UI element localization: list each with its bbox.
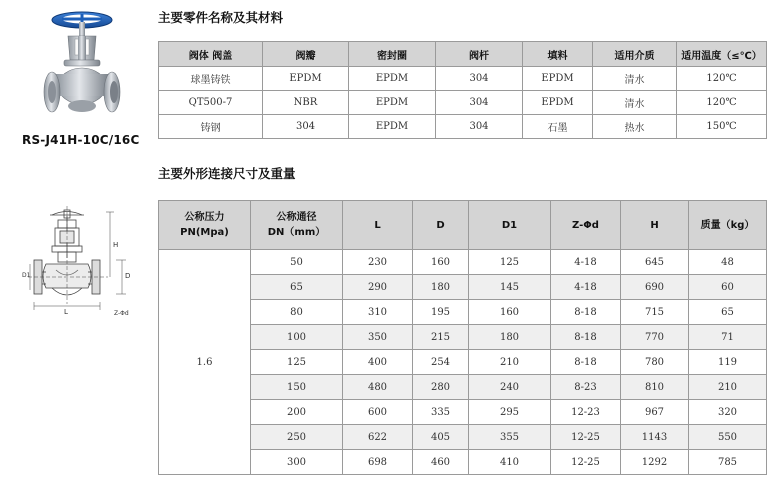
table-cell: 1292	[621, 450, 689, 475]
table-row	[159, 450, 767, 475]
table-cell: 350	[343, 325, 413, 350]
table-cell: 240	[469, 375, 551, 400]
header-nominal-pressure	[159, 201, 251, 250]
table-row	[159, 115, 767, 139]
header-disc: 阀瓣	[263, 42, 349, 67]
table-cell: 230	[343, 250, 413, 275]
table-cell: 球墨铸铁	[159, 67, 263, 91]
table-row	[159, 325, 767, 350]
drawing-label-d: D	[125, 272, 131, 280]
table-row	[159, 375, 767, 400]
materials-table	[158, 41, 767, 139]
table-cell: 8-23	[551, 375, 621, 400]
header-stem: 阀杆	[436, 42, 523, 67]
table-cell: 645	[621, 250, 689, 275]
table-cell: 770	[621, 325, 689, 350]
table-cell: EPDM	[349, 91, 436, 115]
table-cell: 50	[251, 250, 343, 275]
table-cell: 石墨	[523, 115, 593, 139]
table-cell: NBR	[263, 91, 349, 115]
table-cell: 铸钢	[159, 115, 263, 139]
table-cell: 120℃	[677, 67, 767, 91]
table-cell: 967	[621, 400, 689, 425]
table-cell: 80	[251, 300, 343, 325]
table-cell: 65	[251, 275, 343, 300]
table-cell: 290	[343, 275, 413, 300]
table-cell: EPDM	[349, 115, 436, 139]
table-cell: 8-18	[551, 350, 621, 375]
table-cell: EPDM	[263, 67, 349, 91]
table-cell: 8-18	[551, 300, 621, 325]
table-row	[159, 67, 767, 91]
pressure-value-cell: 1.6	[159, 250, 251, 475]
table-cell: 65	[689, 300, 767, 325]
drawing-label-bolt: Z-Φd	[114, 310, 129, 317]
table-row	[159, 425, 767, 450]
table-cell: 120℃	[677, 91, 767, 115]
table-cell: 145	[469, 275, 551, 300]
table-cell: 清水	[593, 91, 677, 115]
table-cell: EPDM	[523, 91, 593, 115]
model-label: RS-J41H-10C/16C	[22, 133, 140, 147]
table-cell: 210	[469, 350, 551, 375]
table-cell: 12-25	[551, 450, 621, 475]
table-cell: 48	[689, 250, 767, 275]
table-cell: 4-18	[551, 275, 621, 300]
dimensions-header-row	[159, 201, 767, 250]
table-cell: 810	[621, 375, 689, 400]
table-cell: 12-25	[551, 425, 621, 450]
table-cell: 125	[469, 250, 551, 275]
table-cell: 210	[689, 375, 767, 400]
table-cell: 698	[343, 450, 413, 475]
table-cell: 119	[689, 350, 767, 375]
table-cell: 304	[436, 91, 523, 115]
table-cell: 410	[469, 450, 551, 475]
table-cell: 785	[689, 450, 767, 475]
table-cell: 320	[689, 400, 767, 425]
drawing-label-l: L	[64, 308, 68, 316]
table-cell: 622	[343, 425, 413, 450]
table-cell: 355	[469, 425, 551, 450]
table-cell: 304	[263, 115, 349, 139]
table-cell: 180	[413, 275, 469, 300]
table-cell: 310	[343, 300, 413, 325]
table-cell: EPDM	[349, 67, 436, 91]
table-row	[159, 250, 767, 275]
materials-section-title: 主要零件名称及其材料	[158, 10, 284, 25]
table-cell: 8-18	[551, 325, 621, 350]
table-row	[159, 275, 767, 300]
drawing-label-d1: D1	[22, 272, 31, 279]
header-packing: 填料	[523, 42, 593, 67]
table-cell: 215	[413, 325, 469, 350]
table-cell: QT500-7	[159, 91, 263, 115]
table-cell: 600	[343, 400, 413, 425]
table-cell: 780	[621, 350, 689, 375]
dimensions-table	[158, 200, 767, 475]
table-cell: 清水	[593, 67, 677, 91]
table-cell: 254	[413, 350, 469, 375]
table-cell: 715	[621, 300, 689, 325]
header-l: L	[343, 201, 413, 250]
header-d: D	[413, 201, 469, 250]
table-row	[159, 300, 767, 325]
header-d1: D1	[469, 201, 551, 250]
table-row	[159, 350, 767, 375]
table-cell: 60	[689, 275, 767, 300]
table-cell: 300	[251, 450, 343, 475]
header-pn-line1: 公称压力	[184, 212, 225, 223]
header-temperature: 适用温度（≤℃）	[677, 42, 767, 67]
header-nominal-diameter	[251, 201, 343, 250]
table-cell: 200	[251, 400, 343, 425]
table-cell: 304	[436, 115, 523, 139]
table-cell: 160	[469, 300, 551, 325]
table-cell: 460	[413, 450, 469, 475]
header-medium: 适用介质	[593, 42, 677, 67]
table-row	[159, 91, 767, 115]
table-cell: EPDM	[523, 67, 593, 91]
table-row	[159, 400, 767, 425]
table-cell: 550	[689, 425, 767, 450]
table-cell: 150	[251, 375, 343, 400]
table-cell: 12-23	[551, 400, 621, 425]
table-cell: 180	[469, 325, 551, 350]
valve-dimension-drawing	[22, 206, 148, 324]
valve-product-photo	[38, 6, 130, 126]
table-cell: 295	[469, 400, 551, 425]
header-weight: 质量（kg）	[689, 201, 767, 250]
table-cell: 热水	[593, 115, 677, 139]
table-cell: 1143	[621, 425, 689, 450]
header-dn-line2: DN（mm）	[267, 227, 326, 238]
table-cell: 480	[343, 375, 413, 400]
header-pn-line2: PN(Mpa)	[180, 227, 229, 238]
table-cell: 160	[413, 250, 469, 275]
header-bolt-holes: Z-Φd	[551, 201, 621, 250]
table-cell: 280	[413, 375, 469, 400]
materials-header-row	[159, 42, 767, 67]
header-h: H	[621, 201, 689, 250]
header-seal-ring: 密封圈	[349, 42, 436, 67]
table-cell: 195	[413, 300, 469, 325]
table-cell: 100	[251, 325, 343, 350]
table-cell: 304	[436, 67, 523, 91]
drawing-label-h: H	[113, 241, 119, 249]
table-cell: 250	[251, 425, 343, 450]
table-cell: 150℃	[677, 115, 767, 139]
table-cell: 71	[689, 325, 767, 350]
header-dn-line1: 公称通径	[276, 212, 317, 223]
table-cell: 4-18	[551, 250, 621, 275]
header-body-bonnet: 阀体 阀盖	[159, 42, 263, 67]
table-cell: 400	[343, 350, 413, 375]
dimensions-section-title: 主要外形连接尺寸及重量	[158, 166, 296, 181]
table-cell: 125	[251, 350, 343, 375]
table-cell: 405	[413, 425, 469, 450]
table-cell: 335	[413, 400, 469, 425]
table-cell: 690	[621, 275, 689, 300]
